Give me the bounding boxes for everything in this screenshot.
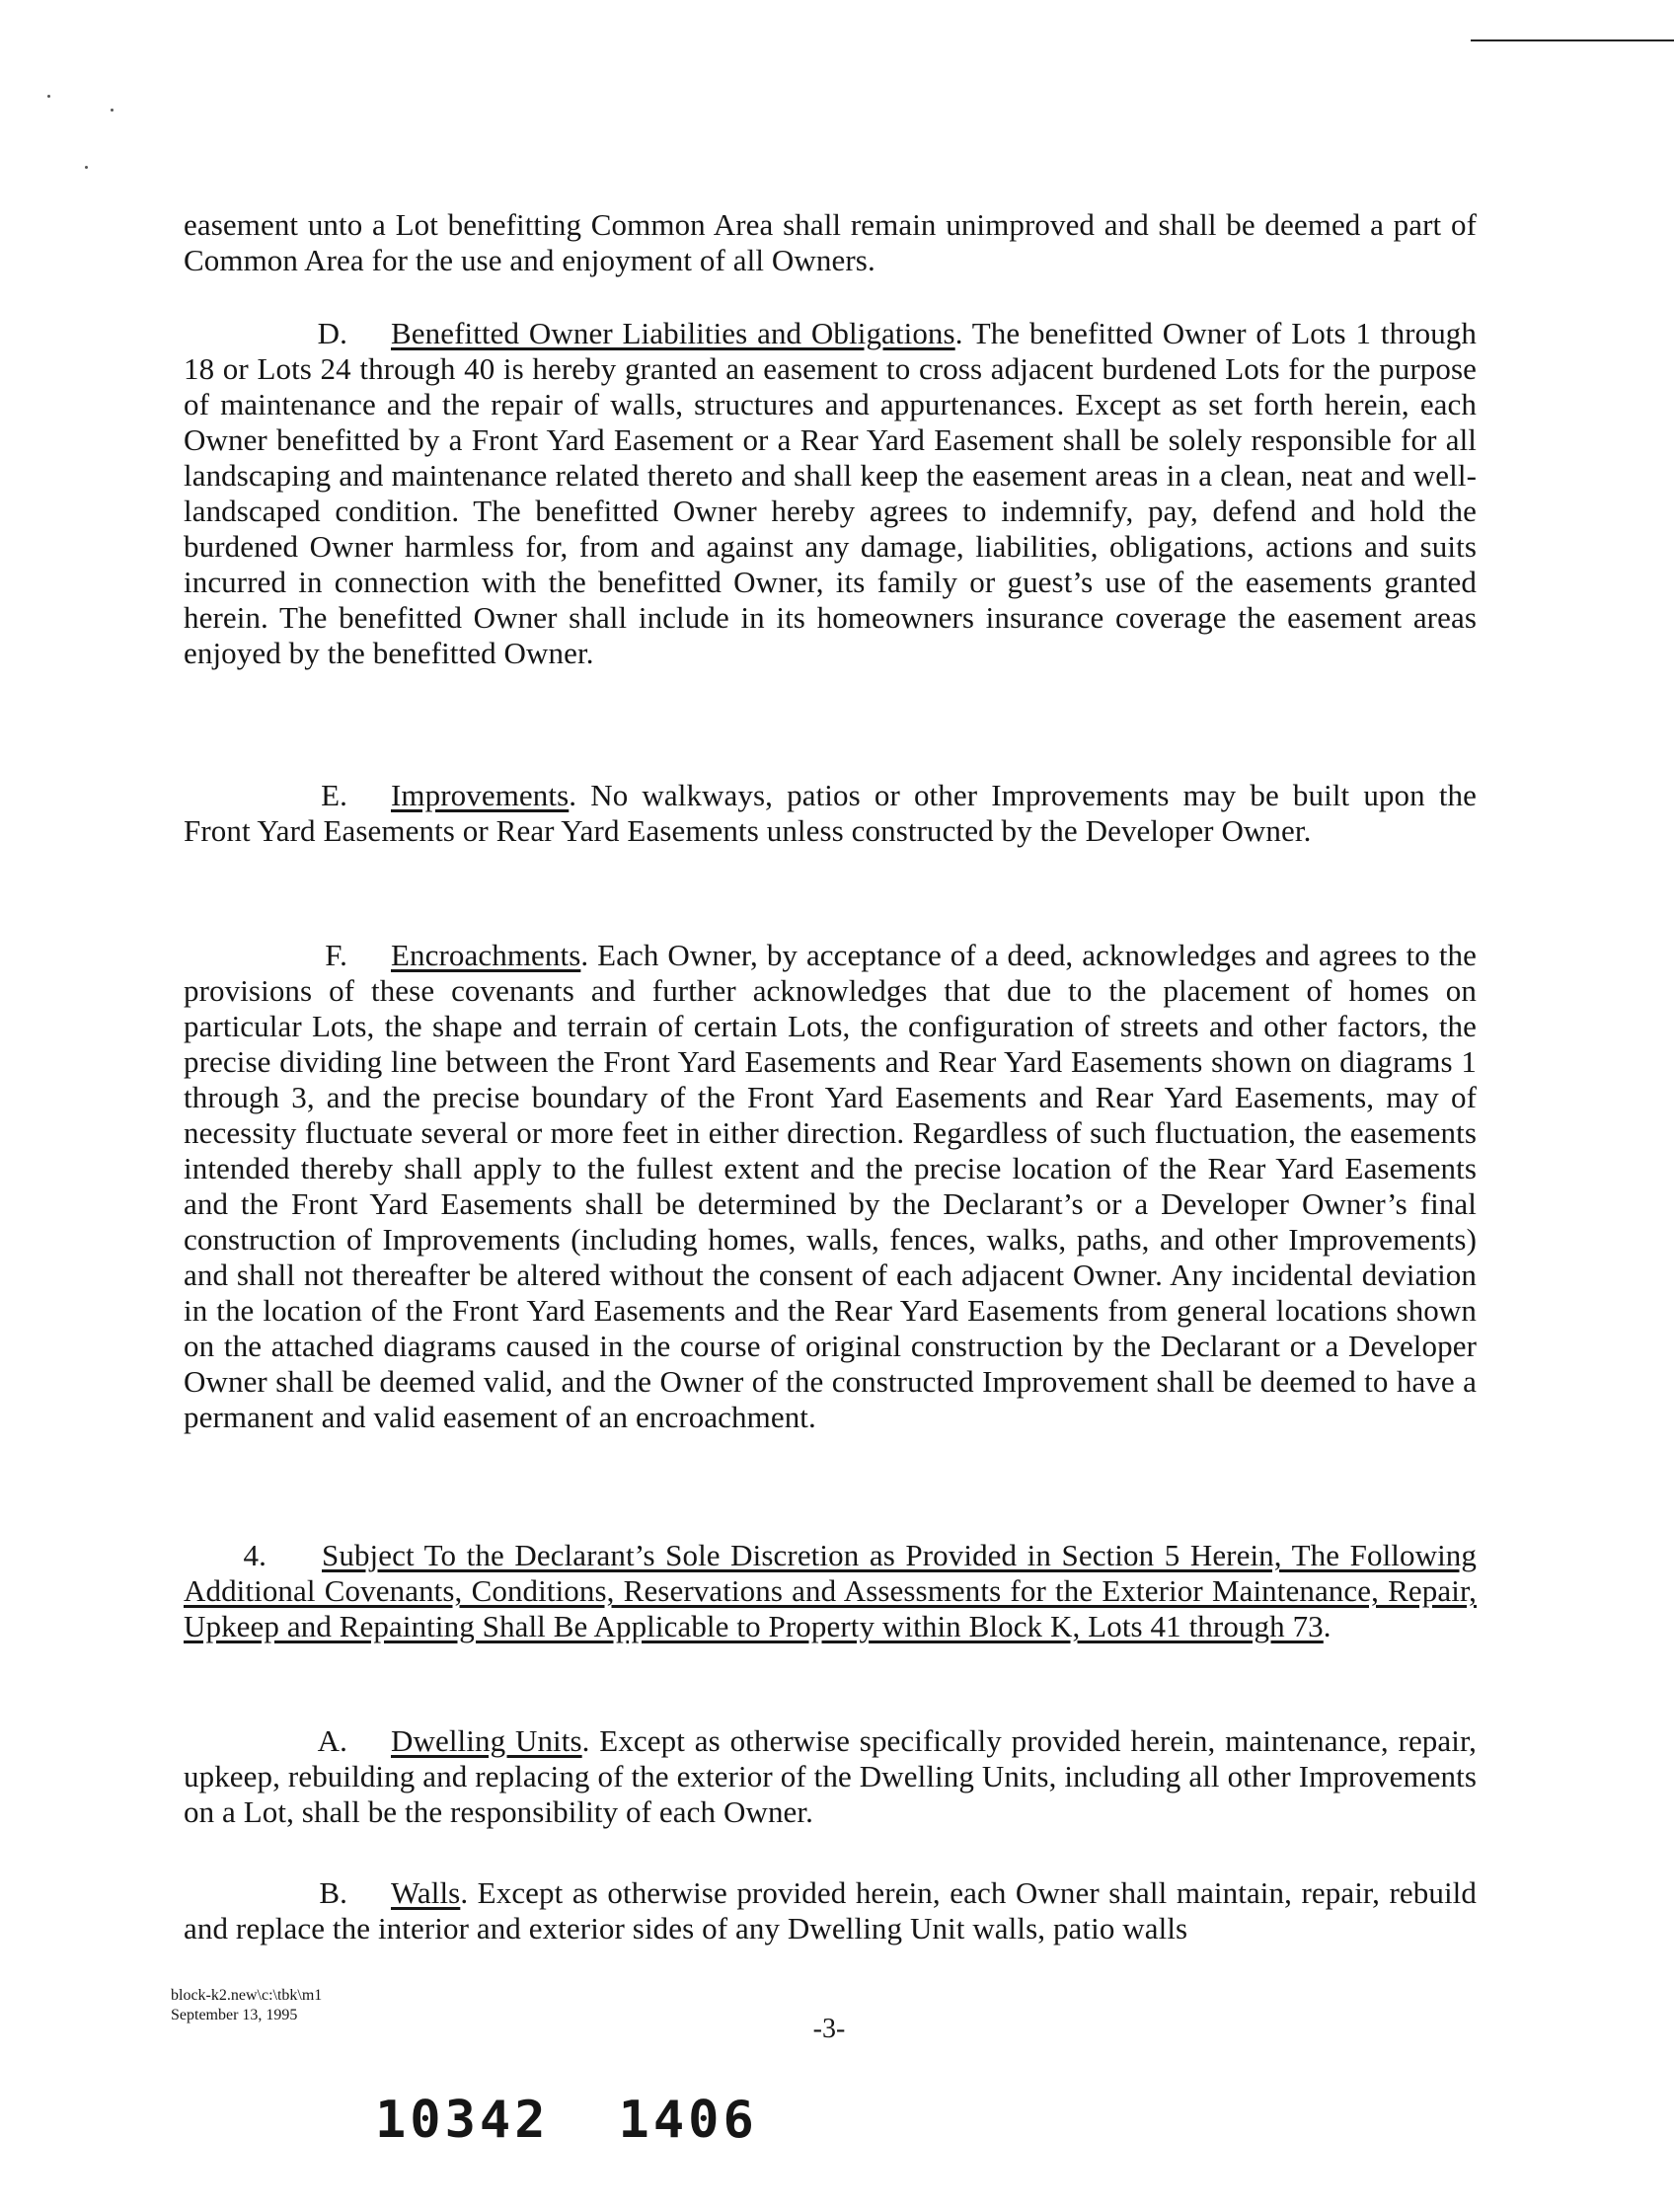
- section-letter: F.: [325, 938, 347, 972]
- section-heading: Walls: [391, 1875, 461, 1910]
- document-date: September 13, 1995: [171, 2007, 298, 2023]
- footer-file-reference: [171, 1986, 322, 2025]
- section-4: [184, 1538, 1477, 1644]
- section-f: [184, 938, 1477, 1435]
- section-heading: Subject To the Declarant’s Sole Discretion as Provided in Section 5 Herein, The Following Additional Covenants, Conditions, Reservations and Assessments for the Exterior Maintenance, Repair, Upkeep and Repainting Shall Be Applicable to Property within Block K, Lots 41 through 73: [184, 1538, 1477, 1643]
- section-b: [184, 1875, 1477, 1946]
- scan-speck: [85, 166, 88, 169]
- section-letter: D.: [317, 316, 347, 350]
- section-number: 4.: [243, 1538, 266, 1572]
- section-letter: E.: [321, 778, 347, 812]
- section-text: . No walkways, patios or other Improvements may be built upon the Front Yard Easements or Rear Yard Easements unless constructed by the Developer Owner.: [184, 778, 1477, 848]
- section-heading: Benefitted Owner Liabilities and Obligations: [391, 316, 955, 350]
- page-number: -3-: [812, 2014, 846, 2044]
- recording-book-number: 10342: [375, 2091, 550, 2150]
- section-heading: Encroachments: [391, 938, 581, 972]
- scan-artifact-line: [1471, 39, 1674, 41]
- section-d: [184, 316, 1477, 671]
- section-text: . Each Owner, by acceptance of a deed, acknowledges and agrees to the provisions of these covenants and further acknowledges that due to the placement of homes on particular Lots, the shape and terrain of certain Lots, the configuration of streets and other factors, the precise dividing line between the Front Yard Easements and Rear Yard Easements shown on diagrams 1 through 3, and the precise boundary of the Front Yard Easements and Rear Yard Easements, may of necessity fluctuate several or more feet in either direction. Regardless of such fluctuation, the easements intended thereby shall apply to the fullest extent and the precise location of the Rear Yard Easements and the Front Yard Easements shall be determined by the Declarant’s or a Developer Owner’s final construction of Improvements (including homes, walls, fences, walks, paths, and other Improvements) and shall not thereafter be altered without the consent of each adjacent Owner. Any incidental deviation in the location of the Front Yard Easements and the Rear Yard Easements from general locations shown on the attached diagrams caused in the course of original construction by the Declarant or a Developer Owner shall be deemed valid, and the Owner of the constructed Improvement shall be deemed to have a permanent and valid easement of an encroachment.: [184, 938, 1477, 1434]
- section-text: . Except as otherwise specifically provided herein, maintenance, repair, upkeep, rebuilding and replacing of the exterior of the Dwelling Units, including all other Improvements on a Lot, shall be the responsibility of each Owner.: [184, 1723, 1478, 1829]
- recording-page-number: 1406: [618, 2091, 758, 2150]
- recording-stamp: [375, 2091, 758, 2150]
- section-a: [184, 1723, 1477, 1830]
- section-e: [184, 778, 1477, 849]
- section-text: . The benefitted Owner of Lots 1 through 18 or Lots 24 through 40 is hereby granted an easement to cross adjacent burdened Lots for the purpose of maintenance and the repair of walls, structures and appurtenances. Except as set forth herein, each Owner benefitted by a Front Yard Easement or a Rear Yard Easement shall be solely responsible for all landscaping and maintenance related thereto and shall keep the easement areas in a clean, neat and well-landscaped condition. The benefitted Owner hereby agrees to indemnify, pay, defend and hold the burdened Owner harmless for, from and against any damage, liabilities, obligations, actions and suits incurred in connection with the benefitted Owner, its family or guest’s use of the easements granted herein. The benefitted Owner shall include in its homeowners insurance coverage the easement areas enjoyed by the benefitted Owner.: [184, 316, 1477, 670]
- section-heading: Dwelling Units: [391, 1723, 582, 1758]
- section-letter: A.: [317, 1723, 347, 1758]
- file-reference: block-k2.new\c:\tbk\m1: [171, 1987, 323, 2004]
- paragraph-continuation: [184, 207, 1477, 278]
- section-text: .: [1323, 1609, 1332, 1643]
- section-letter: B.: [319, 1875, 347, 1910]
- section-text: . Except as otherwise provided herein, each Owner shall maintain, repair, rebuild and replace the interior and exterior sides of any Dwelling Unit walls, patio walls: [184, 1875, 1477, 1945]
- scan-speck: [111, 109, 114, 112]
- paragraph-text: easement unto a Lot benefitting Common Area shall remain unimproved and shall be deemed a part of Common Area for the use and enjoyment of all Owners.: [184, 207, 1477, 277]
- scan-speck: [47, 95, 50, 98]
- section-heading: Improvements: [391, 778, 570, 812]
